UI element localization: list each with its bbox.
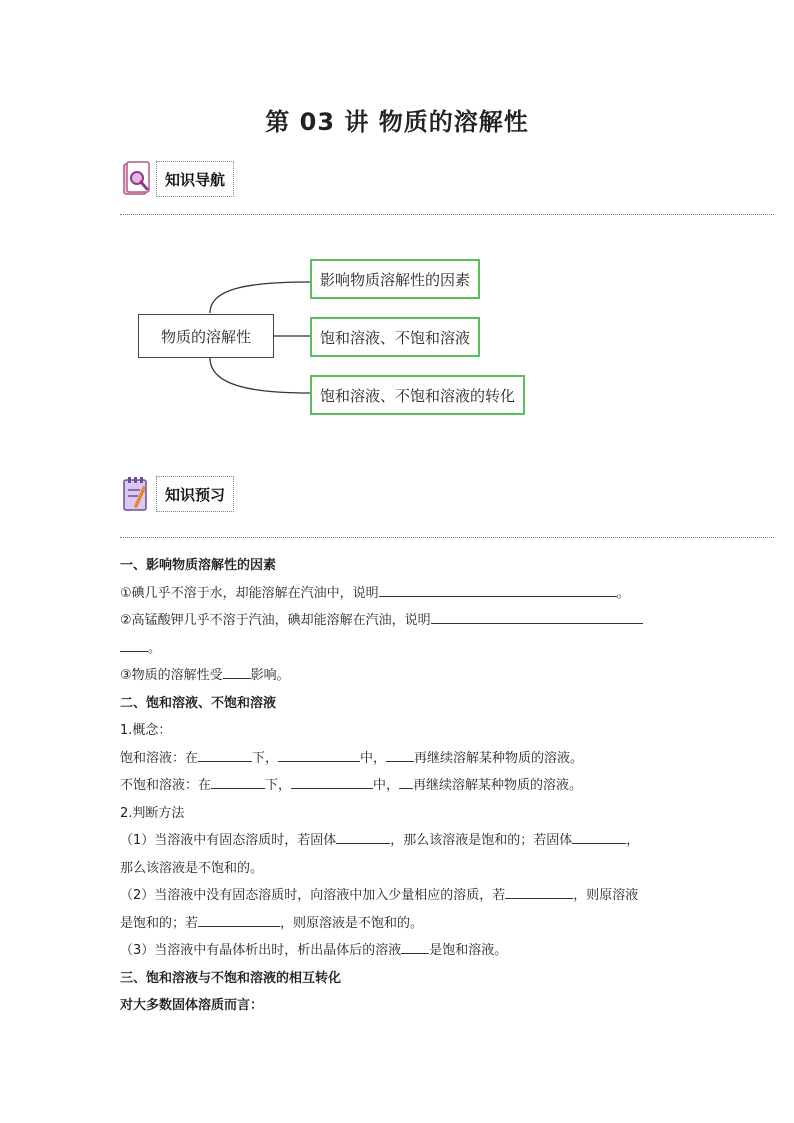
heading-saturated: 二、饱和溶液、不饱和溶液 bbox=[120, 695, 277, 711]
answer-blank[interactable] bbox=[198, 910, 280, 927]
method-1-cont: 那么该溶液是不饱和的。 bbox=[120, 860, 264, 876]
knowledge-preview-header bbox=[122, 475, 234, 513]
answer-blank[interactable] bbox=[211, 772, 265, 789]
definition-unsaturated: 不饱和溶液：在 下， 中， 再继续溶解某种物质的溶液。 bbox=[120, 772, 680, 800]
mindmap-branch-saturated: 饱和溶液、不饱和溶液 bbox=[310, 317, 480, 357]
method-2-cont: 是饱和的；若 ，则原溶液是不饱和的。 bbox=[120, 910, 680, 938]
method-3: （3）当溶液中有晶体析出时，析出晶体后的溶液 是饱和溶液。 bbox=[120, 937, 680, 965]
heading-conversion: 三、饱和溶液与不饱和溶液的相互转化 bbox=[120, 970, 342, 986]
answer-blank[interactable] bbox=[223, 662, 251, 679]
conversion-intro: 对大多数固体溶质而言： bbox=[120, 998, 264, 1013]
notepad-pencil-icon bbox=[122, 476, 152, 512]
answer-blank[interactable] bbox=[198, 745, 252, 762]
section-label: 知识预习 bbox=[156, 476, 234, 512]
definition-saturated: 饱和溶液：在 下， 中， 再继续溶解某种物质的溶液。 bbox=[120, 745, 680, 773]
subheading-method: 2.判断方法 bbox=[120, 805, 185, 821]
question-permanganate-cont: 。 bbox=[120, 635, 680, 663]
answer-blank[interactable] bbox=[431, 607, 643, 624]
answer-blank[interactable] bbox=[278, 745, 360, 762]
answer-blank[interactable] bbox=[120, 635, 148, 652]
magnifier-document-icon bbox=[122, 161, 152, 197]
page-title: 第 03 讲 物质的溶解性 bbox=[265, 108, 529, 136]
answer-blank[interactable] bbox=[379, 580, 617, 597]
knowledge-navigation-header bbox=[122, 160, 234, 198]
mindmap-branch-conversion: 饱和溶液、不饱和溶液的转化 bbox=[310, 375, 525, 415]
preview-content bbox=[120, 552, 680, 1020]
method-2: （2）当溶液中没有固态溶质时，向溶液中加入少量相应的溶质，若 ，则原溶液 bbox=[120, 882, 680, 910]
question-influence: ③物质的溶解性受 影响。 bbox=[120, 662, 680, 690]
method-1: （1）当溶液中有固态溶质时，若固体 ，那么该溶液是饱和的；若固体 ， bbox=[120, 827, 680, 855]
divider bbox=[120, 214, 774, 215]
mindmap-center-node: 物质的溶解性 bbox=[138, 314, 274, 358]
mindmap-branch-factors: 影响物质溶解性的因素 bbox=[310, 259, 480, 299]
question-iodine: ①碘几乎不溶于水，却能溶解在汽油中，说明 。 bbox=[120, 580, 680, 608]
answer-blank[interactable] bbox=[336, 827, 390, 844]
section-label: 知识导航 bbox=[156, 161, 234, 197]
subheading-concept: 1.概念： bbox=[120, 723, 172, 738]
answer-blank[interactable] bbox=[401, 937, 429, 954]
divider bbox=[120, 537, 774, 538]
answer-blank[interactable] bbox=[505, 882, 573, 899]
answer-blank[interactable] bbox=[399, 772, 413, 789]
question-permanganate: ②高锰酸钾几乎不溶于汽油，碘却能溶解在汽油，说明 bbox=[120, 607, 680, 635]
answer-blank[interactable] bbox=[291, 772, 373, 789]
heading-factors: 一、影响物质溶解性的因素 bbox=[120, 558, 277, 573]
answer-blank[interactable] bbox=[386, 745, 414, 762]
answer-blank[interactable] bbox=[572, 827, 626, 844]
